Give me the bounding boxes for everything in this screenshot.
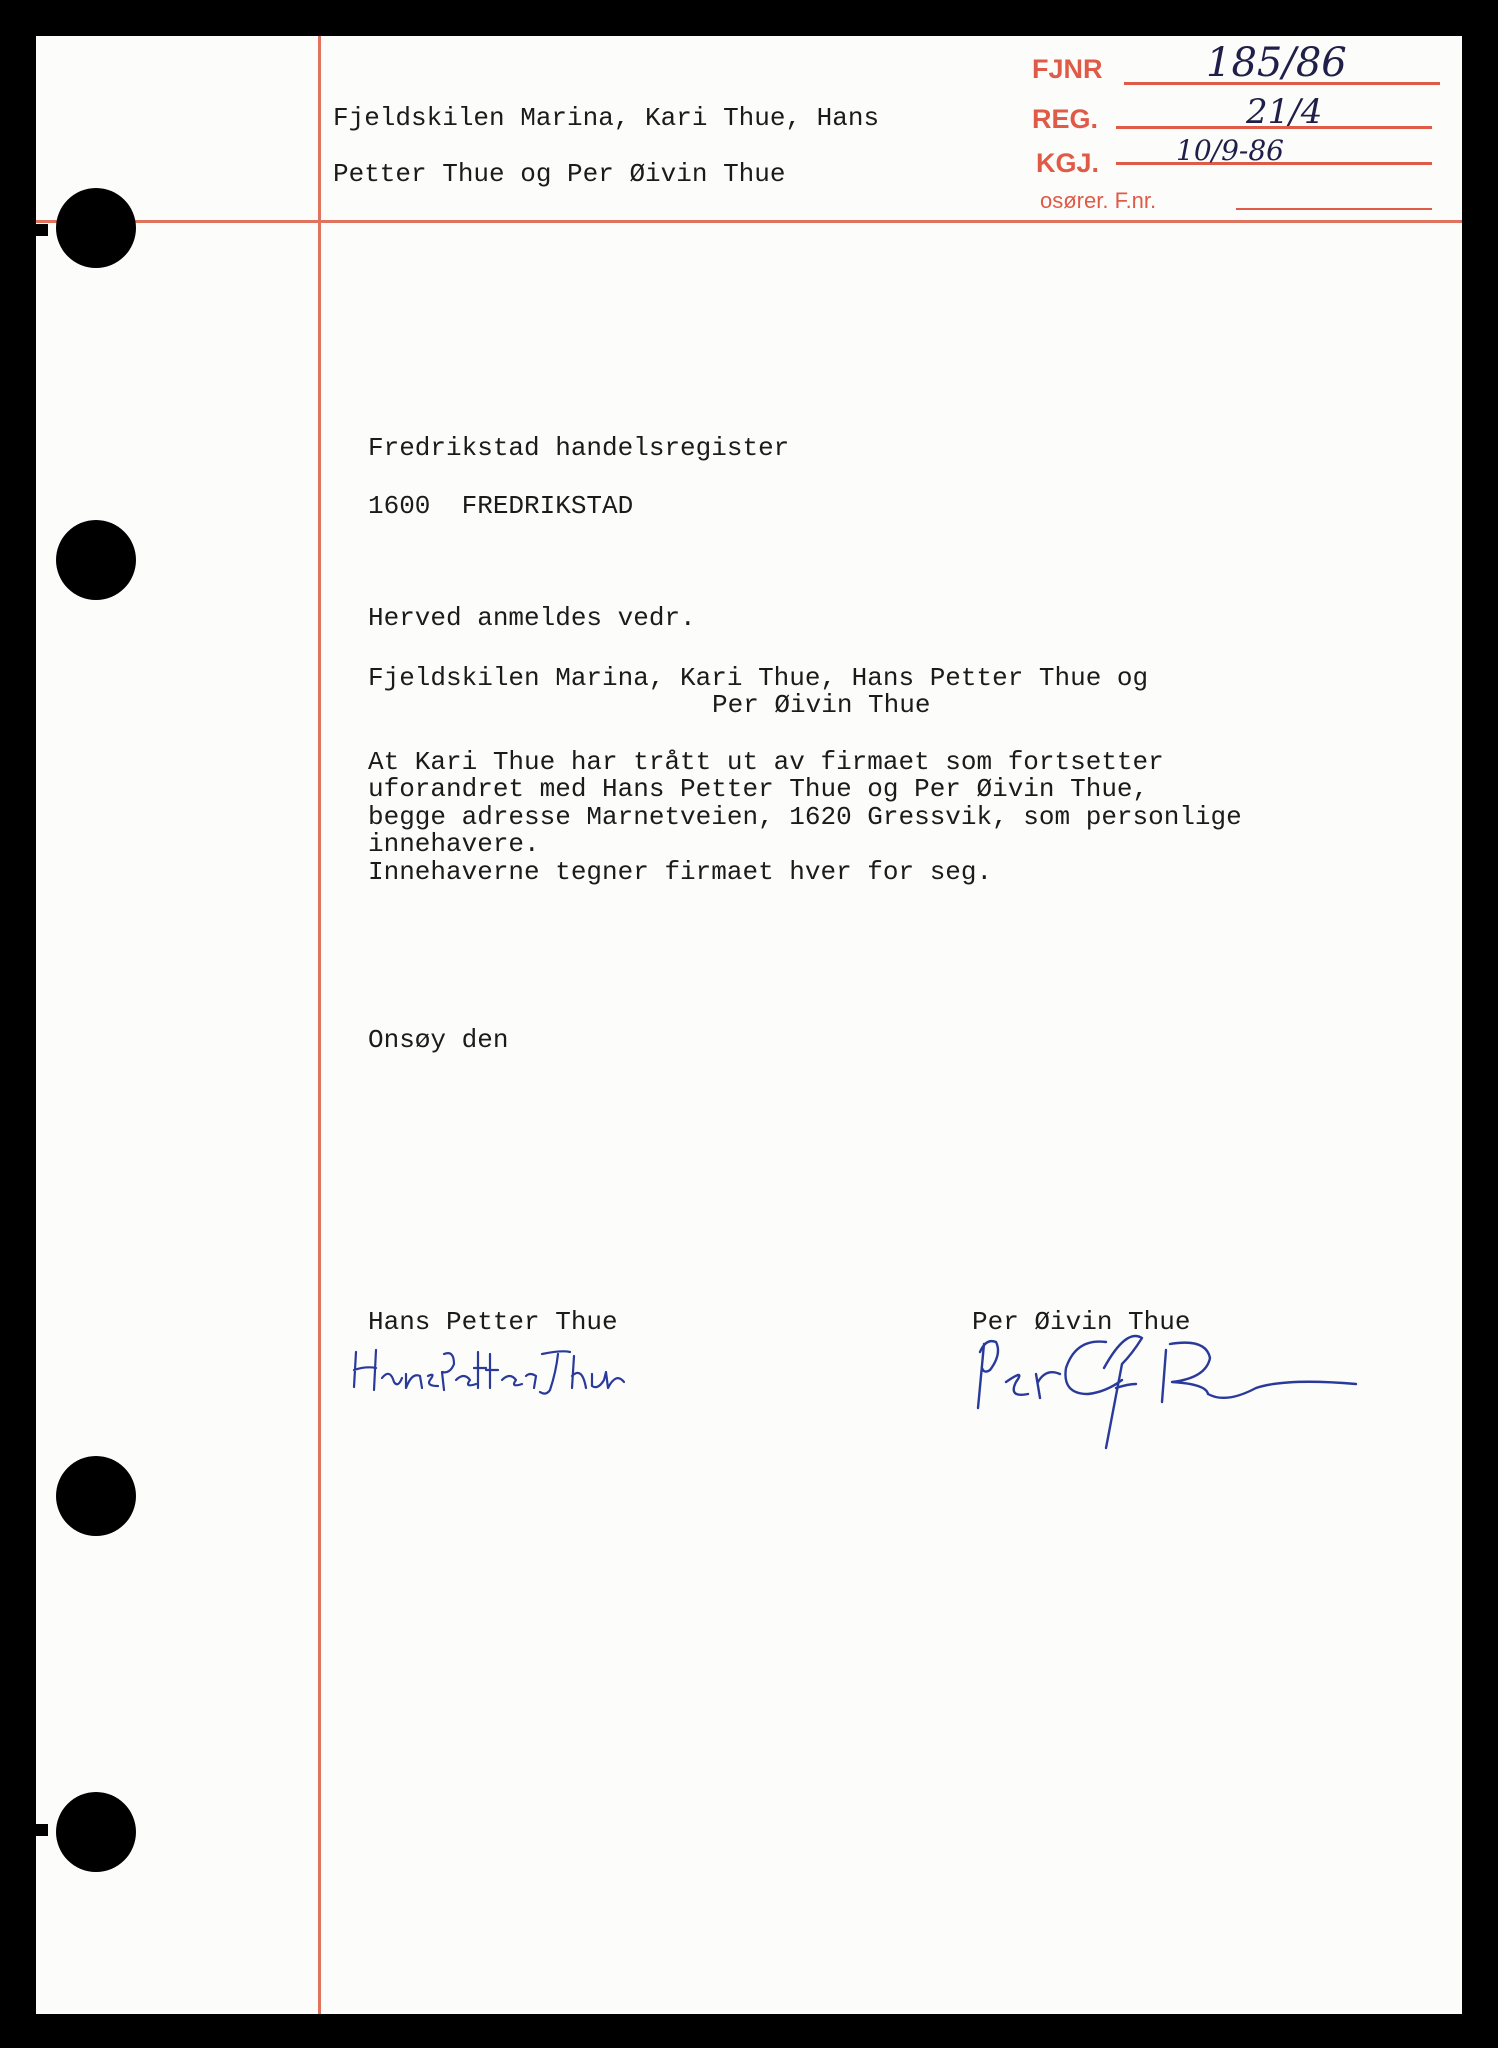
punch-hole	[56, 1792, 136, 1872]
kgj-value: 10/9-86	[1176, 134, 1284, 167]
recipient-address: 1600 FREDRIKSTAD	[368, 491, 634, 521]
punch-hole	[56, 1456, 136, 1536]
signer-right-name: Per Øivin Thue	[972, 1307, 1191, 1337]
body-para-4: innehavere.	[368, 829, 540, 859]
signer-left-name: Hans Petter Thue	[368, 1307, 618, 1337]
punch-hole	[56, 520, 136, 600]
company-line-2: Per Øivin Thue	[712, 690, 931, 720]
header-line-1: Fjeldskilen Marina, Kari Thue, Hans	[333, 103, 880, 133]
punch-hole	[56, 188, 136, 268]
forrige-label: osører. F.nr.	[1040, 188, 1157, 213]
kgj-label: KGJ.	[1036, 148, 1100, 178]
document-page	[36, 36, 1462, 2014]
company-line-1: Fjeldskilen Marina, Kari Thue, Hans Petter Thue og	[368, 663, 1149, 693]
header-rule	[36, 220, 1462, 223]
body-para-1: At Kari Thue har trått ut av firmaet som fortsetter	[368, 747, 1164, 777]
body-para-5: Innehaverne tegner firmaet hver for seg.	[368, 857, 993, 887]
place-date: Onsøy den	[368, 1025, 509, 1055]
body-para-2: uforandret med Hans Petter Thue og Per Øivin Thue,	[368, 774, 1149, 804]
reg-label: REG.	[1032, 104, 1099, 134]
forrige-line	[1236, 208, 1432, 210]
header-line-2: Petter Thue og Per Øivin Thue	[333, 159, 786, 189]
body-intro: Herved anmeldes vedr.	[368, 603, 696, 633]
reg-value: 21/4	[1246, 92, 1323, 132]
punch-hole-notch	[0, 1824, 48, 1836]
fjnr-label: FJNR	[1032, 54, 1103, 84]
signature-left	[346, 1332, 666, 1402]
recipient-name: Fredrikstad handelsregister	[368, 433, 790, 463]
body-para-3: begge adresse Marnetveien, 1620 Gressvik, som personlige	[368, 802, 1242, 832]
margin-rule	[318, 36, 321, 2014]
signature-right	[956, 1298, 1376, 1458]
fjnr-value: 185/86	[1206, 40, 1347, 86]
punch-hole-notch	[0, 224, 48, 236]
